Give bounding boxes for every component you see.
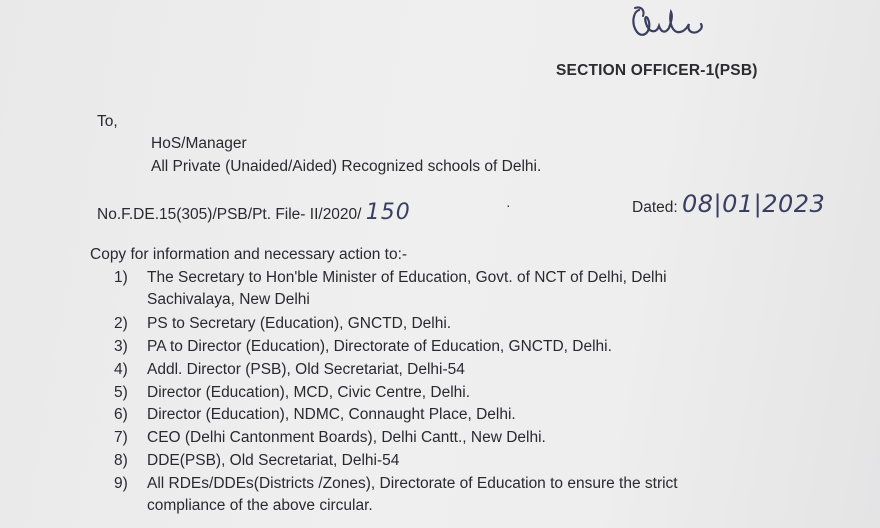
recipient-text: The Secretary to Hon'ble Minister of Education, Govt. of NCT of Delhi, Delhi [147, 269, 667, 286]
dated-label: Dated: [632, 199, 678, 216]
recipient-text-continued: Sachivalaya, New Delhi [147, 291, 310, 308]
recipient-text-continued: compliance of the above circular. [147, 497, 373, 514]
signature [625, 2, 725, 50]
recipient-number: 1) [114, 269, 128, 286]
recipient-number: 2) [114, 315, 128, 332]
recipient-number: 3) [114, 338, 128, 355]
recipient-text: Director (Education), MCD, Civic Centre, Delhi. [147, 384, 471, 401]
reference-number [97, 200, 411, 225]
copy-heading: Copy for information and necessary action to:- [90, 246, 408, 263]
recipient-text: Addl. Director (PSB), Old Secretariat, Delhi-54 [147, 361, 465, 378]
officer-title: SECTION OFFICER-1(PSB) [556, 62, 758, 79]
dated-handwritten-date: 08|01|2023 [681, 190, 826, 218]
recipient-number: 6) [114, 406, 128, 423]
to-label: To, [97, 113, 118, 130]
addressee-line-2: All Private (Unaided/Aided) Recognized schools of Delhi. [151, 158, 542, 175]
recipient-text: PA to Director (Education), Directorate of Education, GNCTD, Delhi. [147, 338, 612, 355]
recipient-number: 4) [114, 361, 128, 378]
recipient-number: 9) [114, 475, 128, 492]
recipient-number: 8) [114, 452, 128, 469]
addressee-line-1: HoS/Manager [151, 135, 247, 152]
dated-line [632, 190, 825, 218]
recipient-number: 5) [114, 384, 128, 401]
reference-printed: No.F.DE.15(305)/PSB/Pt. File- II/2020/ [97, 206, 362, 223]
reference-handwritten-number: 150 [365, 200, 411, 225]
recipient-text: Director (Education), NDMC, Connaught Place, Delhi. [147, 406, 516, 423]
recipient-text: PS to Secretary (Education), GNCTD, Delhi. [147, 315, 452, 332]
recipient-text: DDE(PSB), Old Secretariat, Delhi-54 [147, 452, 400, 469]
recipient-text: CEO (Delhi Cantonment Boards), Delhi Cantt., New Delhi. [147, 429, 546, 446]
recipient-text: All RDEs/DDEs(Districts /Zones), Directorate of Education to ensure the strict [147, 475, 678, 492]
recipient-number: 7) [114, 429, 128, 446]
stray-mark: · [506, 197, 511, 213]
